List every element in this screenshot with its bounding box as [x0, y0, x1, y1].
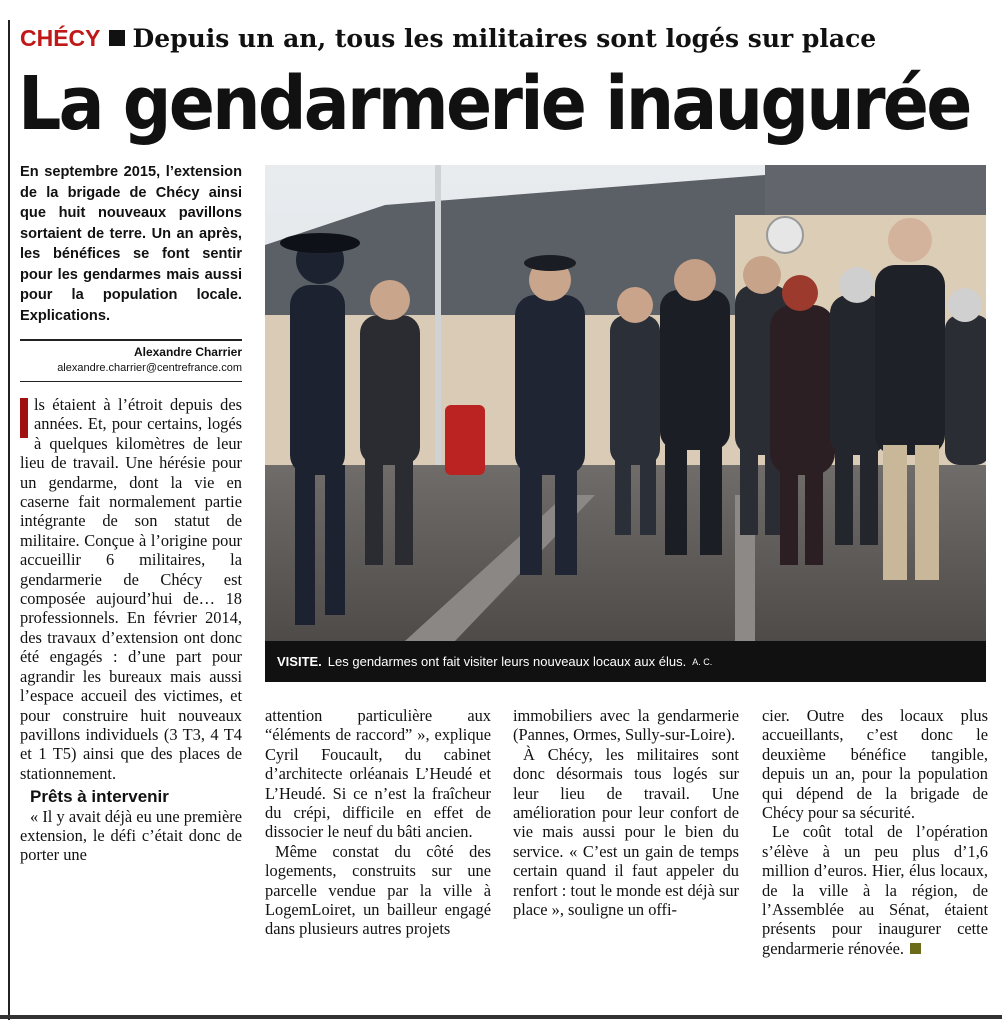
paragraph-text: Le coût total de l’opération s’élève à un peu plus d’1,6 million d’euros. Hier, élus locaux, de la ville à la région, de l’Assemblée au Sénat, étaient présents pour inaugurer cette gendarmerie rénovée.: [762, 822, 988, 958]
caption-lead: VISITE.: [277, 654, 322, 669]
author-name: Alexandre Charrier: [133, 345, 242, 359]
paragraph: « Il y avait déjà eu une première extension, le défi c’était donc de porter une: [20, 806, 242, 865]
kicker-place: CHÉCY: [20, 24, 101, 51]
article-column-3: [513, 706, 739, 919]
paragraph: [762, 822, 988, 958]
photo-illustration: [265, 165, 986, 641]
author-email: alexandre.charrier@centrefrance.com: [57, 362, 242, 374]
author-rule-bottom: [20, 381, 242, 382]
paragraph: À Chécy, les militaires sont donc désormais tous logés sur leur lieu de travail. Une amélioration pour leur confort de vie mais aussi pour le bien du service. « C’est un gain de temps certain quand il faut appeler du renfort : tout le monde est déjà sur place », souligne un offi-: [513, 744, 739, 920]
left-column-rule: [8, 20, 10, 1020]
article-column-2: [265, 706, 491, 939]
end-square-icon: [910, 943, 921, 954]
paragraph: cier. Outre des locaux plus accueillants, c’est donc le deuxième bénéfice tangible, depuis un an, pour la population qui dépend de la brigade de Chécy pour sa sécurité.: [762, 706, 988, 823]
photo-caption: [265, 641, 986, 682]
bottom-rule: [0, 1015, 1002, 1019]
paragraph: attention particulière aux “éléments de raccord” », explique Cyril Foucault, du cabinet d’architecte orléanais L’Heudé et L’Heudé. Si ce n’est la fraîcheur du crépi, difficile en effet de dissocier le neuf du bâti ancien.: [265, 706, 491, 842]
kicker-text: Depuis un an, tous les militaires sont logés sur place: [132, 23, 877, 53]
article-photo: [265, 165, 986, 641]
paragraph-text: ls étaient à l’étroit depuis des années. Et, pour certains, logés à quelques kilomètres de leur lieu de travail. Une hérésie pour un gendarme, dont la vie en caserne fait normalement partie intégrante de son statut de militaire. Conçue à l’origine pour accueillir 6 militaires, la gendarmerie de Chécy est composée aujourd’hui de… 18 professionnels. En février 2014, des travaux d’extension ont donc été engagés : d’une part pour agrandir les bureaux mais aussi l’espace accueil des victimes, et pour construire huit nouveaux pavillons individuels (3 T3, 4 T4 et 1 T5) ainsi que des places de stationnement.: [20, 395, 242, 783]
kicker: [20, 20, 876, 56]
paragraph: [20, 395, 242, 783]
chapo: En septembre 2015, l’extension de la brigade de Chécy ainsi que huit nouveaux pavillons sortaient de terre. Un an après, les bénéfices se font sentir pour les gendarmes mais aussi pour la population locale. Explications.: [20, 164, 242, 324]
drop-cap-bar: [20, 398, 28, 438]
author-rule: [20, 339, 242, 341]
article-column-4: [762, 706, 988, 958]
headline: La gendarmerie inaugurée: [18, 61, 970, 147]
kicker-square-icon: [109, 30, 125, 46]
caption-text: Les gendarmes ont fait visiter leurs nouveaux locaux aux élus.: [327, 654, 687, 669]
paragraph: Même constat du côté des logements, construits sur une parcelle vendue par la ville à LogemLoiret, un bailleur engagé dans plusieurs autres projets: [265, 841, 491, 939]
article-column-1: [20, 395, 242, 865]
paragraph: immobiliers avec la gendarmerie (Pannes, Ormes, Sully-sur-Loire).: [513, 706, 739, 745]
photo-credit: A. C.: [692, 656, 713, 667]
subhead: Prêts à intervenir: [30, 787, 169, 807]
